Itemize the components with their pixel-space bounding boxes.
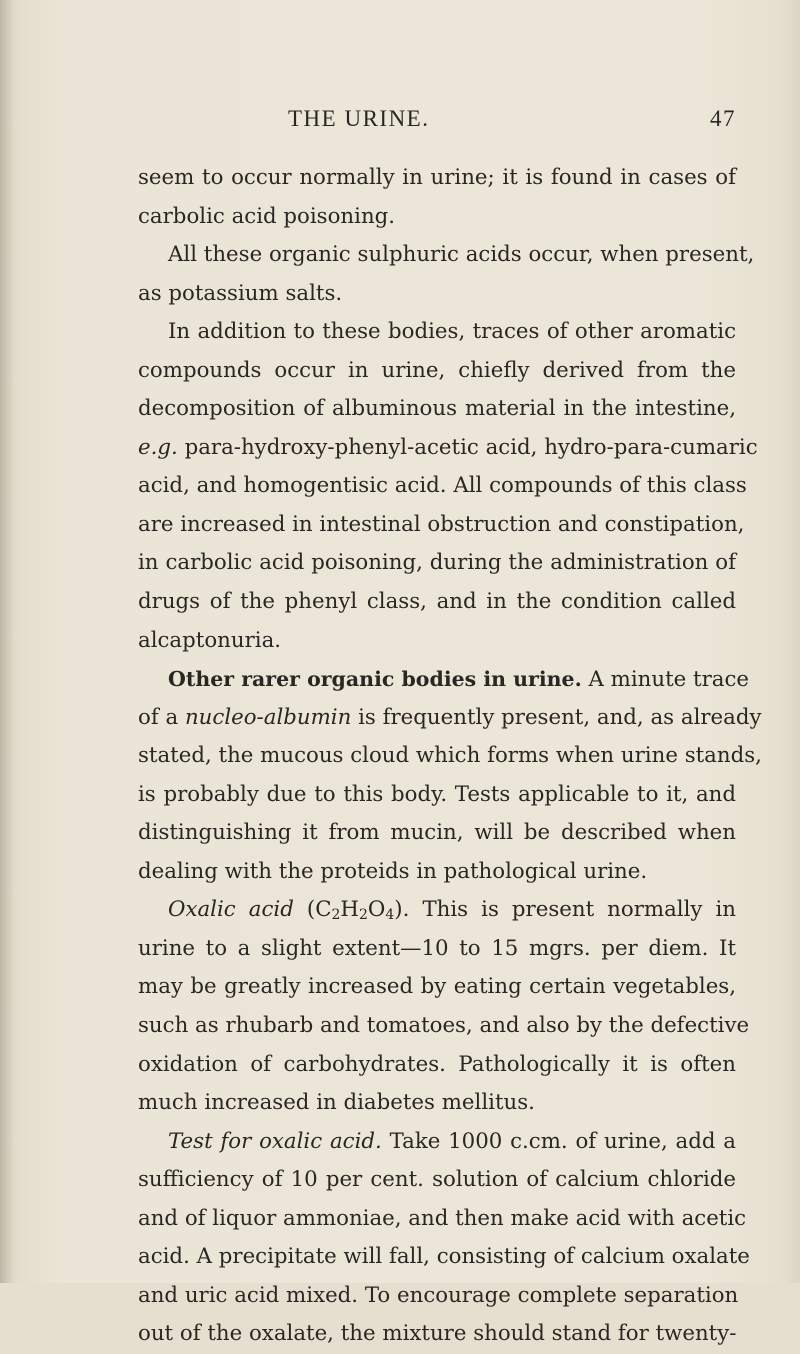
text-line: urine to a slight extent—10 to 15 mgrs. per diem. It — [138, 935, 736, 961]
text-line: as potassium salts. — [138, 280, 343, 306]
text-line-start: of a — [138, 704, 179, 730]
text-line — [138, 699, 762, 738]
text-line: acid, and homogentisic acid. All compounds of this class — [138, 473, 747, 499]
text-line: may be greatly increased by eating certain vegetables, — [138, 974, 736, 1000]
text-line: In addition to these bodies, traces of other aromatic — [168, 319, 736, 345]
text-line — [138, 891, 736, 930]
text-line: decomposition of albuminous material in the intestine, — [138, 396, 736, 422]
text-line — [138, 429, 758, 468]
text-line: is probably due to this body. Tests applicable to it, and — [138, 781, 736, 807]
text-line: stated, the mucous cloud which forms when urine stands, — [138, 743, 762, 769]
text-line: and uric acid mixed. To encourage complete separation — [138, 1282, 739, 1308]
text-line: are increased in intestinal obstruction and constipation, — [138, 511, 745, 537]
text-line: and of liquor ammoniae, and then make acid with acetic — [138, 1205, 747, 1231]
text-line: alcaptonuria. — [138, 627, 282, 653]
text-line: compounds occur in urine, chiefly derived from the — [138, 357, 736, 383]
text-line: sufficiency of 10 per cent. solution of calcium chloride — [138, 1167, 736, 1193]
term-oxalic-acid: Oxalic acid — [168, 897, 294, 923]
text-line-rest: Take 1000 c.cm. of urine, add a — [389, 1128, 736, 1154]
text-line — [138, 660, 750, 699]
text-line: distinguishing it from mucin, will be described when — [138, 820, 736, 846]
text-line: All these organic sulphuric acids occur, when present, — [168, 242, 755, 268]
eg-abbreviation: e.g. — [138, 434, 178, 460]
text-line: in carbolic acid poisoning, during the administration of — [138, 550, 736, 576]
text-line: seem to occur normally in urine; it is found in cases of — [138, 165, 736, 190]
body-text — [138, 159, 762, 1354]
text-line: oxidation of carbohydrates. Pathologically it is often — [138, 1051, 736, 1077]
page-gutter-shadow — [0, 0, 14, 1283]
text-line-rest: is frequently present, and, as already — [358, 704, 762, 730]
text-line: carbolic acid poisoning. — [138, 203, 396, 229]
text-line-rest: A minute trace — [588, 667, 750, 693]
text-line: acid. A precipitate will fall, consisting of calcium oxalate — [138, 1244, 750, 1270]
page-number: 47 — [710, 106, 736, 131]
chemical-formula: $(C_2H_2O_4)$. — [306, 897, 410, 924]
term-nucleo-albumin: nucleo-albumin — [184, 704, 352, 730]
text-line: dealing with the proteids in pathological urine. — [138, 858, 648, 884]
text-line-rest: para-hydroxy-phenyl-acetic acid, hydro-para-cumaric — [184, 434, 758, 460]
page-header — [138, 106, 736, 136]
text-line: much increased in diabetes mellitus. — [138, 1090, 535, 1116]
text-line: out of the oxalate, the mixture should stand for twenty- — [138, 1321, 737, 1347]
text-line: drugs of the phenyl class, and in the condition called — [138, 589, 736, 615]
text-line: such as rhubarb and tomatoes, and also by the defective — [138, 1013, 750, 1039]
section-heading-other-rarer-bodies: Other rarer organic bodies in urine. — [168, 667, 582, 692]
text-line — [138, 1123, 736, 1162]
section-heading-test-for-oxalic-acid: Test for oxalic acid. — [168, 1128, 382, 1154]
running-title: THE URINE. — [288, 106, 430, 131]
text-line-rest: This is present normally in — [422, 897, 736, 923]
